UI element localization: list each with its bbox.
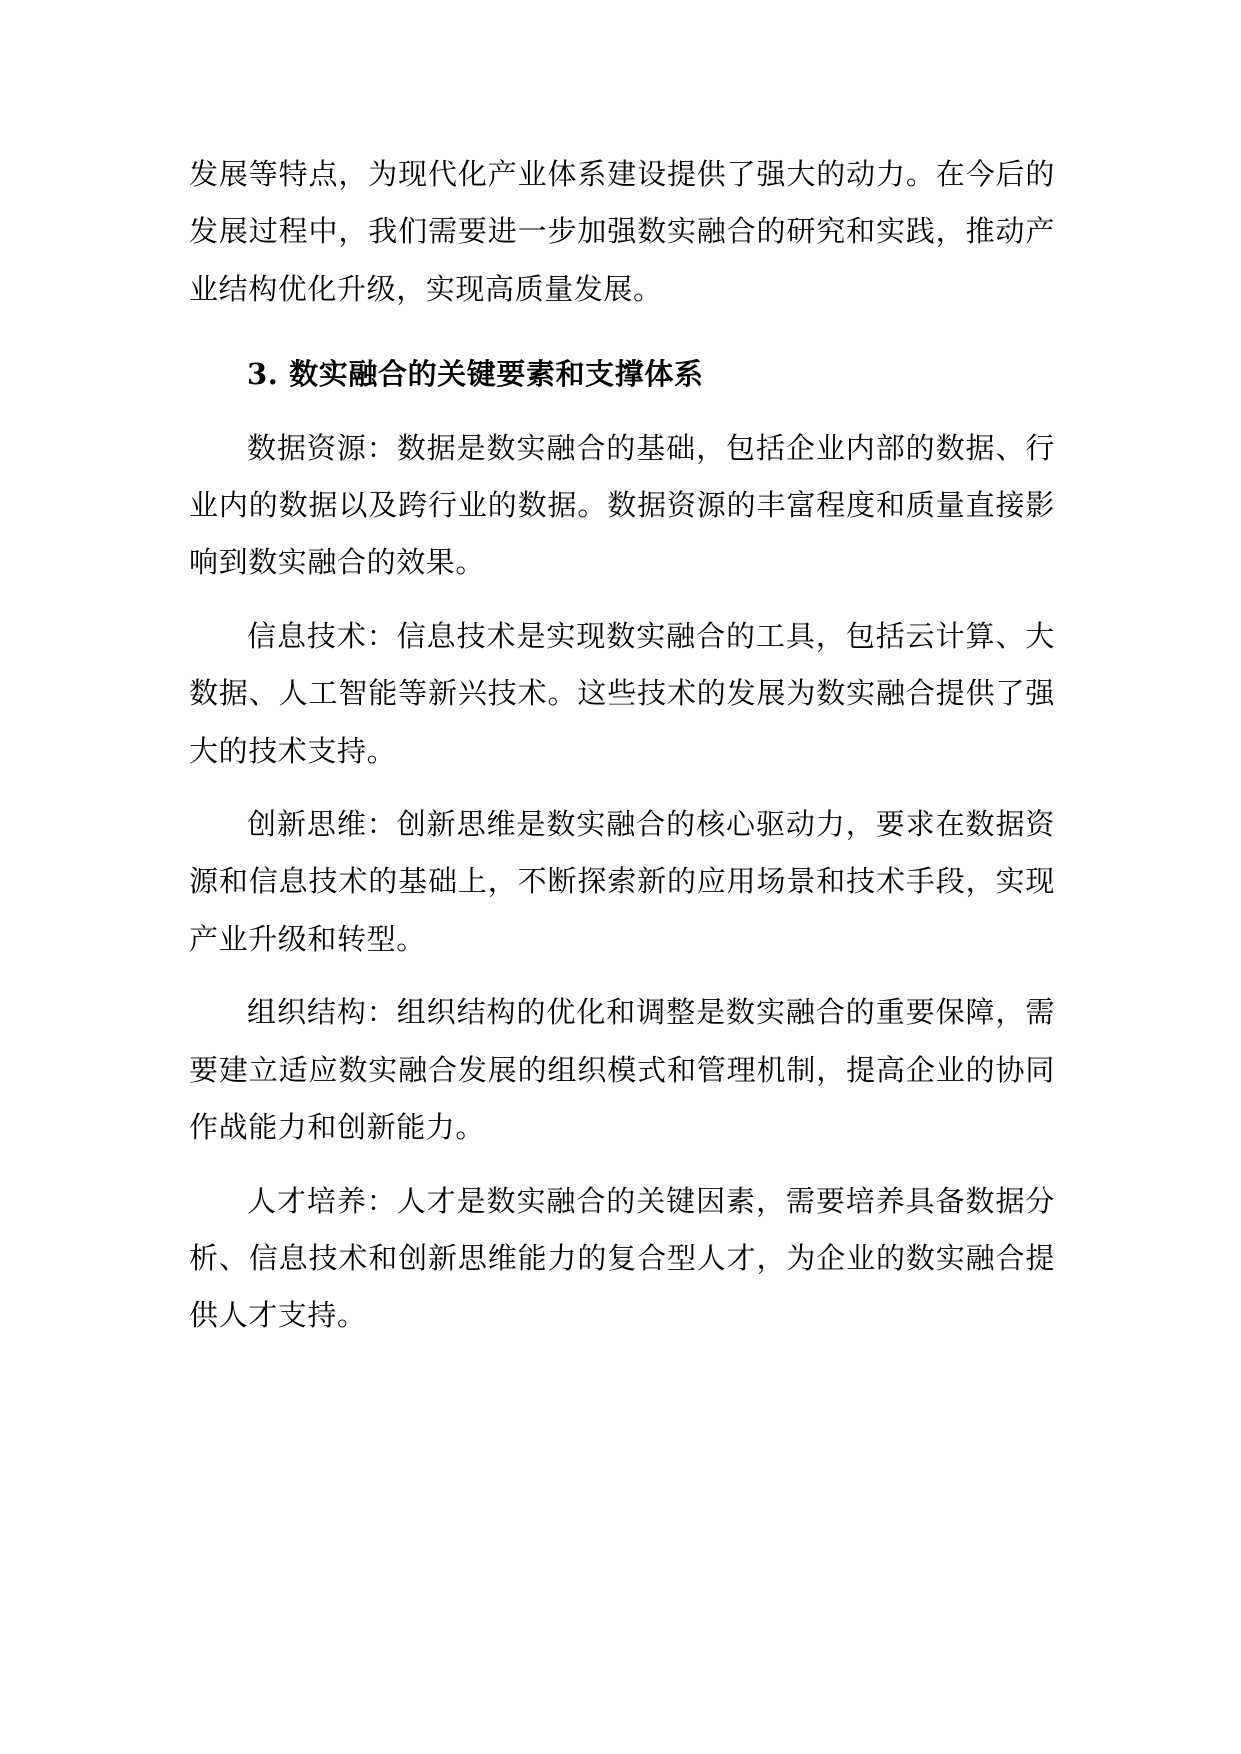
paragraph-text: 组织结构的优化和调整是数实融合的重要保障，需要建立适应数实融合发展的组织模式和管理机制，提高企业的协同作战能力和创新能力。 [189,995,1055,1145]
paragraph-label: 创新思维： [247,807,397,842]
paragraph-text: 人才是数实融合的关键因素，需要培养具备数据分析、信息技术和创新思维能力的复合型人才，为企业的数实融合提供人才支持。 [189,1183,1055,1333]
paragraph-text: 信息技术是实现数实融合的工具，包括云计算、大数据、人工智能等新兴技术。这些技术的发展为数实融合提供了强大的技术支持。 [189,618,1055,768]
document-body [189,146,1055,1361]
paragraph-information-technology [189,608,1055,780]
section-heading: 3. 数实融合的关键要素和支撑体系 [247,357,704,392]
paragraph-label: 信息技术： [247,618,397,653]
paragraph-innovative-thinking [189,796,1055,968]
paragraph-label: 组织结构： [247,995,397,1030]
paragraph-text: 创新思维是数实融合的核心驱动力，要求在数据资源和信息技术的基础上，不断探索新的应用场景和技术手段，实现产业升级和转型。 [189,807,1055,956]
paragraph-data-resources [189,420,1055,592]
continuation-paragraph: 发展等特点，为现代化产业体系建设提供了强大的动力。在今后的发展过程中，我们需要进一步加强数实融合的研究和实践，推动产业结构优化升级，实现高质量发展。 [189,157,1055,306]
paragraph-organization-structure [189,984,1055,1156]
paragraph-text: 数据是数实融合的基础，包括企业内部的数据、行业内的数据以及跨行业的数据。数据资源的丰富程度和质量直接影响到数实融合的效果。 [189,430,1055,580]
paragraph-talent-training [189,1173,1055,1345]
paragraph-label: 人才培养： [247,1183,397,1218]
paragraph-label: 数据资源： [247,430,397,465]
